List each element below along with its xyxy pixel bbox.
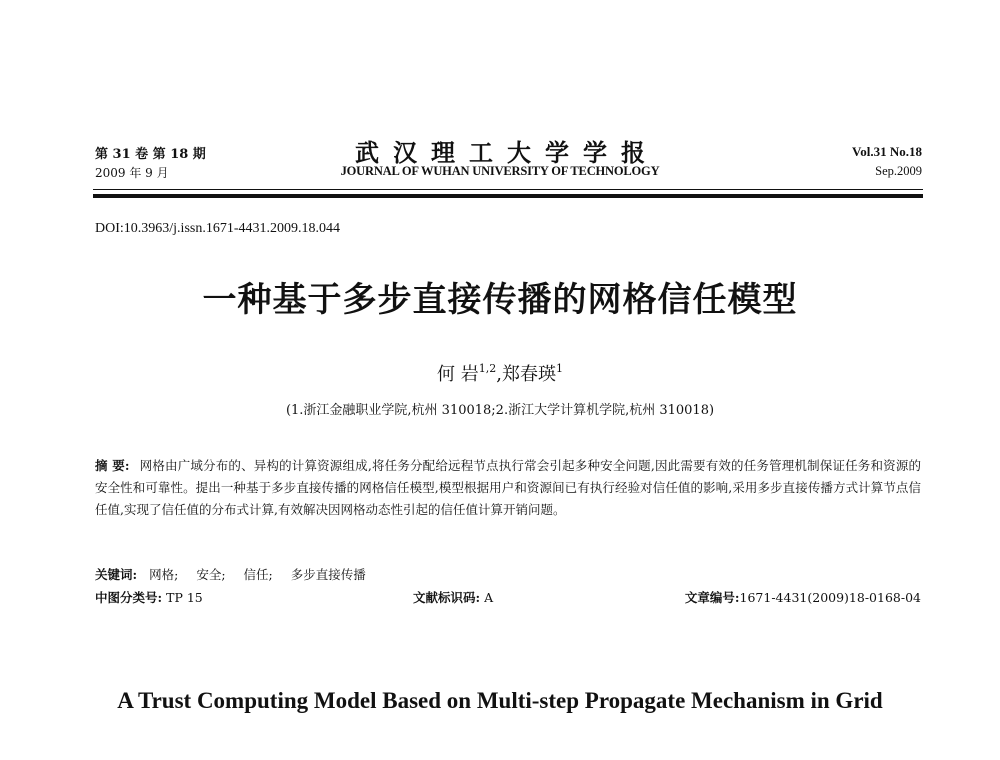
date-en: Sep.2009: [875, 164, 922, 178]
document-code-value: A: [484, 590, 494, 605]
journal-title-cn: 武汉理工大学学报: [355, 138, 659, 167]
header-rule-thick: [93, 194, 923, 198]
abstract: [95, 455, 921, 521]
article-number-label: 文章编号:: [684, 590, 740, 605]
keywords: [95, 565, 380, 583]
authors: [0, 360, 1000, 386]
clc-number: [95, 588, 203, 606]
date-cn: 2009 年 9 月: [95, 166, 169, 180]
volume-issue-cn: 第 31 卷 第 18 期: [95, 147, 206, 162]
document-code-label: 文献标识码:: [413, 590, 481, 605]
author-1-affiliation-mark: 1,2: [478, 362, 497, 375]
header-rule-thin: [93, 189, 923, 190]
volume-issue-en: Vol.31 No.18: [852, 144, 922, 159]
clc-label: 中图分类号:: [95, 590, 163, 605]
author-2-affiliation-mark: 1: [555, 362, 563, 375]
article-number: [685, 588, 921, 606]
abstract-text: 网格由广域分布的、异构的计算资源组成,将任务分配给远程节点执行常会引起多种安全问题,因此需要有效的任务管理机制保证任务和资源的安全性和可靠性。提出一种基于多步直接传播的网格信任模型,模型根据用户和资源间已有执行经验对信任值的影响,采用多步直接传播方式计算节点信任值,实现了信任值的分布式计算,有效解决因网格动态性引起的信任值计算开销问题。: [95, 458, 922, 517]
keyword-item: 网格;: [149, 567, 179, 582]
abstract-label: 摘 要:: [95, 458, 130, 473]
journal-title-en: JOURNAL OF WUHAN UNIVERSITY OF TECHNOLOGY: [340, 164, 660, 178]
paper-title-en: A Trust Computing Model Based on Multi-step Propagate Mechanism in Grid: [117, 688, 883, 713]
affiliations: (1.浙江金融职业学院,杭州 310018;2.浙江大学计算机学院,杭州 310018): [285, 403, 715, 418]
clc-value: TP 15: [166, 590, 203, 605]
keyword-item: 信任;: [243, 567, 273, 582]
keyword-item: 多步直接传播: [290, 567, 366, 582]
article-number-value: 1671-4431(2009)18-0168-04: [739, 590, 921, 605]
document-code: [413, 588, 493, 606]
author-2: 郑春瑛: [501, 364, 556, 385]
keyword-item: 安全;: [196, 567, 226, 582]
author-separator: ,: [496, 364, 502, 385]
author-1: 何 岩: [437, 364, 479, 385]
keywords-label: 关键词:: [95, 567, 138, 582]
doi: DOI:10.3963/j.issn.1671-4431.2009.18.044: [95, 221, 340, 236]
paper-title-cn: 一种基于多步直接传播的网格信任模型: [202, 280, 798, 320]
